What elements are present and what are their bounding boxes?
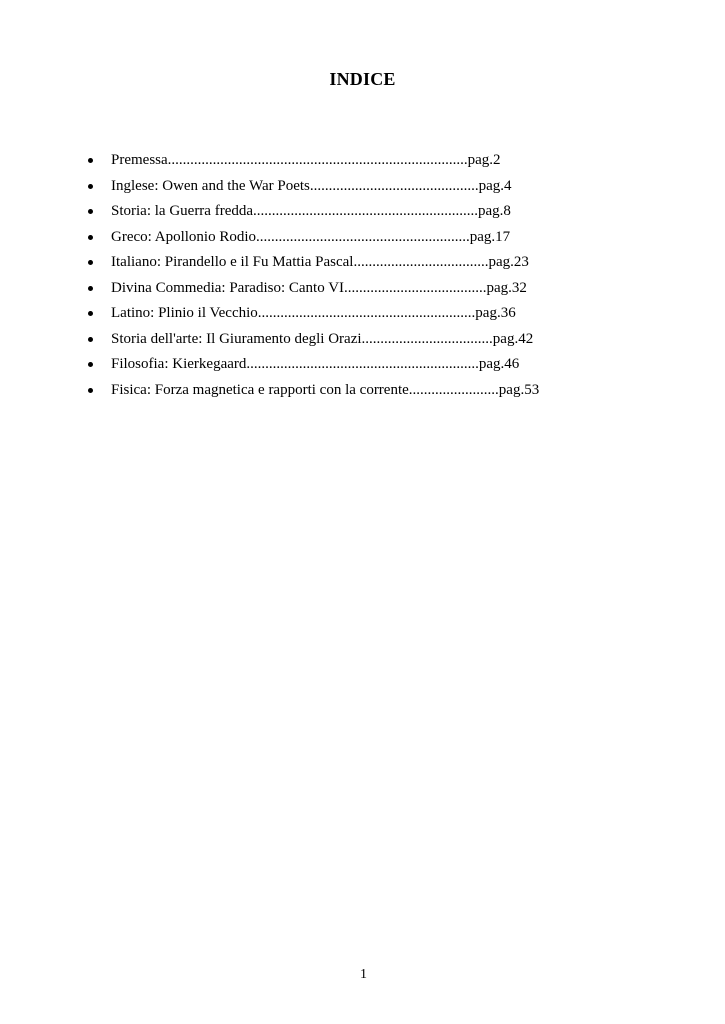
bullet-icon xyxy=(88,337,93,342)
page-number: 1 xyxy=(360,967,367,982)
bullet-icon xyxy=(88,311,93,316)
toc-entry-text: Storia dell'arte: Il Giuramento degli Orazi...................................pag.42 xyxy=(111,330,534,347)
page-title: INDICE xyxy=(329,69,396,89)
table-of-contents xyxy=(88,148,608,403)
toc-entry-text: Greco: Apollonio Rodio.........................................................pag.17 xyxy=(111,228,511,245)
toc-entry xyxy=(88,174,608,200)
toc-entry xyxy=(88,352,608,378)
bullet-icon xyxy=(88,158,93,163)
toc-entry-text: Storia: la Guerra fredda............................................................pag.8 xyxy=(111,203,511,219)
bullet-icon xyxy=(88,209,93,214)
toc-entry-text: Inglese: Owen and the War Poets.............................................pag.4 xyxy=(111,177,512,194)
toc-entry-text: Filosofia: Kierkegaard..............................................................pag.46 xyxy=(111,356,520,372)
bullet-icon xyxy=(88,235,93,240)
bullet-icon xyxy=(88,260,93,265)
bullet-icon xyxy=(88,286,93,291)
bullet-icon xyxy=(88,362,93,367)
toc-entry xyxy=(88,250,608,276)
toc-entry xyxy=(88,199,608,225)
bullet-icon xyxy=(88,388,93,393)
toc-entry-text: Divina Commedia: Paradiso: Canto VI......................................pag.32 xyxy=(111,279,527,296)
toc-entry xyxy=(88,225,608,251)
toc-entry-text: Italiano: Pirandello e il Fu Mattia Pascal....................................pag.23 xyxy=(111,254,529,270)
toc-entry xyxy=(88,301,608,327)
bullet-icon xyxy=(88,184,93,189)
toc-entry xyxy=(88,148,608,174)
toc-entry-text: Fisica: Forza magnetica e rapporti con la corrente........................pag.53 xyxy=(111,381,540,398)
toc-entry xyxy=(88,276,608,302)
toc-entry-text: Premessa................................................................................pag.2 xyxy=(111,152,501,168)
toc-entry xyxy=(88,327,608,353)
toc-entry xyxy=(88,378,608,404)
toc-entry-text: Latino: Plinio il Vecchio..........................................................pag.36 xyxy=(111,305,516,321)
